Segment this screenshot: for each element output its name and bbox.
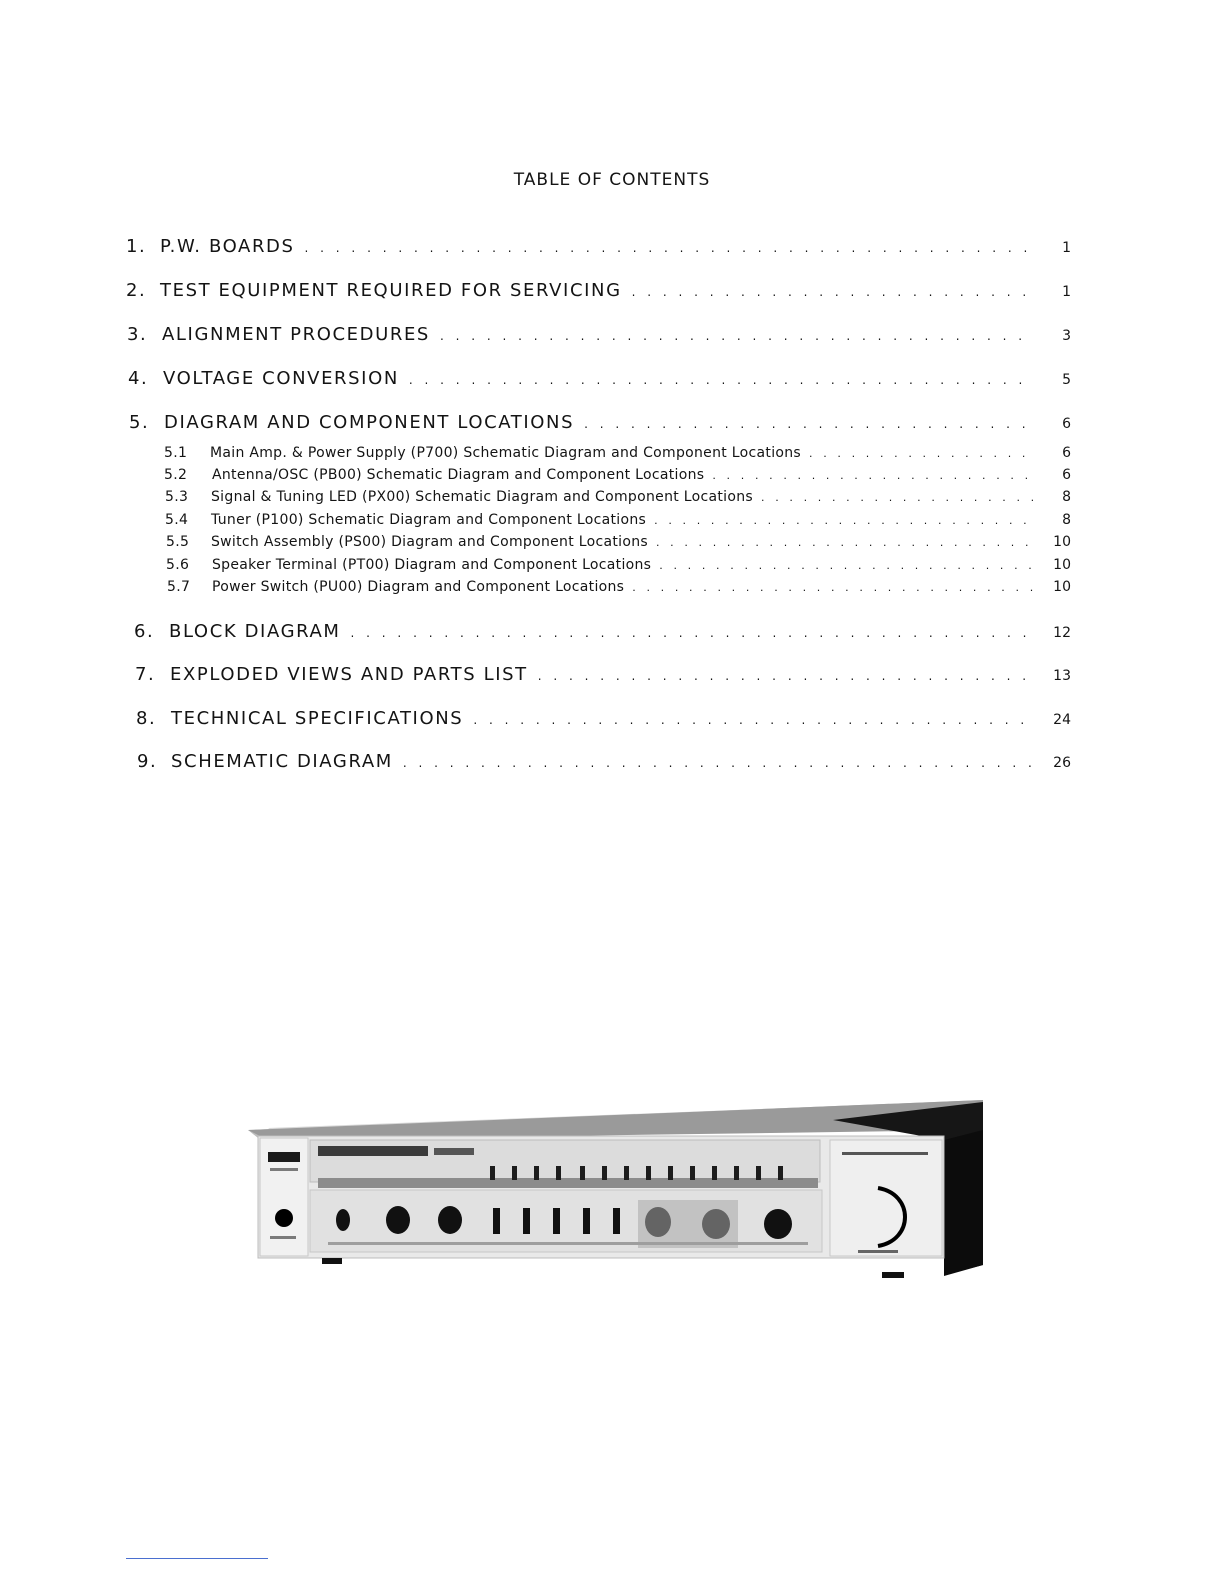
toc-subentry-label: Speaker Terminal (PT00) Diagram and Component Locations bbox=[212, 557, 652, 573]
toc-entry-label: TECHNICAL SPECIFICATIONS bbox=[171, 708, 464, 729]
toc-entry-7 bbox=[135, 664, 1071, 685]
toc-subentry-label: Signal & Tuning LED (PX00) Schematic Diagram and Component Locations bbox=[211, 489, 753, 505]
dot-leader bbox=[403, 756, 1033, 770]
dot-leader bbox=[809, 447, 1035, 460]
toc-subentry-label: Tuner (P100) Schematic Diagram and Component Locations bbox=[211, 512, 647, 528]
dot-leader bbox=[632, 285, 1033, 299]
toc-entry-5 bbox=[129, 412, 1071, 433]
toc-subentry-page: 6 bbox=[1062, 467, 1071, 483]
toc-entry-label: SCHEMATIC DIAGRAM bbox=[171, 751, 393, 772]
toc-subentry-5-5 bbox=[166, 534, 1071, 550]
dot-leader bbox=[473, 713, 1033, 727]
toc-subentry-page: 10 bbox=[1053, 534, 1071, 550]
toc-subentry-5-4 bbox=[165, 512, 1071, 528]
toc-entry-number: 5. bbox=[129, 412, 150, 433]
toc-entry-page: 5 bbox=[1062, 372, 1071, 388]
toc-subentry-5-2 bbox=[164, 467, 1071, 483]
toc-subentry-number: 5.3 bbox=[165, 489, 189, 505]
toc-entry-label: TEST EQUIPMENT REQUIRED FOR SERVICING bbox=[160, 280, 622, 301]
toc-entry-page: 6 bbox=[1062, 416, 1071, 432]
toc-entry-number: 2. bbox=[126, 280, 147, 301]
toc-entry-label: BLOCK DIAGRAM bbox=[169, 621, 341, 642]
toc-title: TABLE OF CONTENTS bbox=[513, 170, 711, 190]
toc-entry-page: 24 bbox=[1053, 712, 1071, 728]
toc-subentry-label: Switch Assembly (PS00) Diagram and Component Locations bbox=[211, 534, 648, 550]
dot-leader bbox=[440, 329, 1033, 343]
toc-entry-3 bbox=[127, 324, 1071, 345]
toc-entry-number: 1. bbox=[126, 236, 147, 257]
toc-entry-page: 1 bbox=[1062, 284, 1071, 300]
toc-entry-page: 12 bbox=[1053, 625, 1071, 641]
toc-entry-label: VOLTAGE CONVERSION bbox=[163, 368, 399, 389]
toc-entry-number: 8. bbox=[136, 708, 157, 729]
toc-entry-label: P.W. BOARDS bbox=[160, 236, 295, 257]
toc-subentry-number: 5.4 bbox=[165, 512, 189, 528]
toc-entry-2 bbox=[126, 280, 1071, 301]
toc-subentry-5-6 bbox=[166, 557, 1071, 573]
dot-leader bbox=[659, 559, 1035, 572]
toc-entry-page: 26 bbox=[1053, 755, 1071, 771]
toc-subentry-number: 5.5 bbox=[166, 534, 190, 550]
dot-leader bbox=[712, 469, 1035, 482]
dot-leader bbox=[761, 491, 1035, 504]
dot-leader bbox=[656, 536, 1035, 549]
footer-rule bbox=[126, 1558, 268, 1559]
toc-subentry-page: 6 bbox=[1062, 445, 1071, 461]
toc-entry-8 bbox=[136, 708, 1071, 729]
toc-subentry-label: Antenna/OSC (PB00) Schematic Diagram and Component Locations bbox=[212, 467, 705, 483]
toc-subentry-number: 5.7 bbox=[167, 579, 191, 595]
dot-leader bbox=[351, 626, 1033, 640]
toc-entry-number: 4. bbox=[128, 368, 149, 389]
toc-subentry-label: Main Amp. & Power Supply (P700) Schematic Diagram and Component Locations bbox=[210, 445, 802, 461]
dot-leader bbox=[538, 669, 1033, 683]
toc-entry-6 bbox=[134, 621, 1071, 642]
toc-entry-9 bbox=[137, 751, 1071, 772]
dot-leader bbox=[305, 241, 1033, 255]
toc-subentry-label: Power Switch (PU00) Diagram and Component Locations bbox=[212, 579, 625, 595]
dot-leader bbox=[409, 373, 1033, 387]
toc-entry-page: 13 bbox=[1053, 668, 1071, 684]
toc-subentry-page: 10 bbox=[1053, 579, 1071, 595]
toc-entry-page: 1 bbox=[1062, 240, 1071, 256]
dot-leader bbox=[654, 514, 1035, 527]
dot-leader bbox=[632, 581, 1035, 594]
toc-subentry-5-1 bbox=[164, 445, 1071, 461]
dot-leader bbox=[584, 417, 1033, 431]
toc-subentry-number: 5.2 bbox=[164, 467, 188, 483]
toc-entry-number: 9. bbox=[137, 751, 158, 772]
toc-subentry-5-7 bbox=[167, 579, 1071, 595]
toc-entry-label: EXPLODED VIEWS AND PARTS LIST bbox=[170, 664, 528, 685]
toc-entry-page: 3 bbox=[1062, 328, 1071, 344]
toc-entry-label: DIAGRAM AND COMPONENT LOCATIONS bbox=[164, 412, 575, 433]
toc-entry-number: 3. bbox=[127, 324, 148, 345]
stereo-receiver-photo bbox=[238, 1090, 998, 1300]
toc-entry-label: ALIGNMENT PROCEDURES bbox=[162, 324, 430, 345]
toc-subentry-number: 5.1 bbox=[164, 445, 188, 461]
toc-entry-number: 6. bbox=[134, 621, 155, 642]
toc-subentry-page: 8 bbox=[1062, 512, 1071, 528]
toc-subentry-5-3 bbox=[165, 489, 1071, 505]
toc-subentry-page: 10 bbox=[1053, 557, 1071, 573]
toc-entry-number: 7. bbox=[135, 664, 156, 685]
toc-subentry-page: 8 bbox=[1062, 489, 1071, 505]
toc-entry-4 bbox=[128, 368, 1071, 389]
toc-subentry-number: 5.6 bbox=[166, 557, 190, 573]
toc-entry-1 bbox=[126, 236, 1071, 257]
